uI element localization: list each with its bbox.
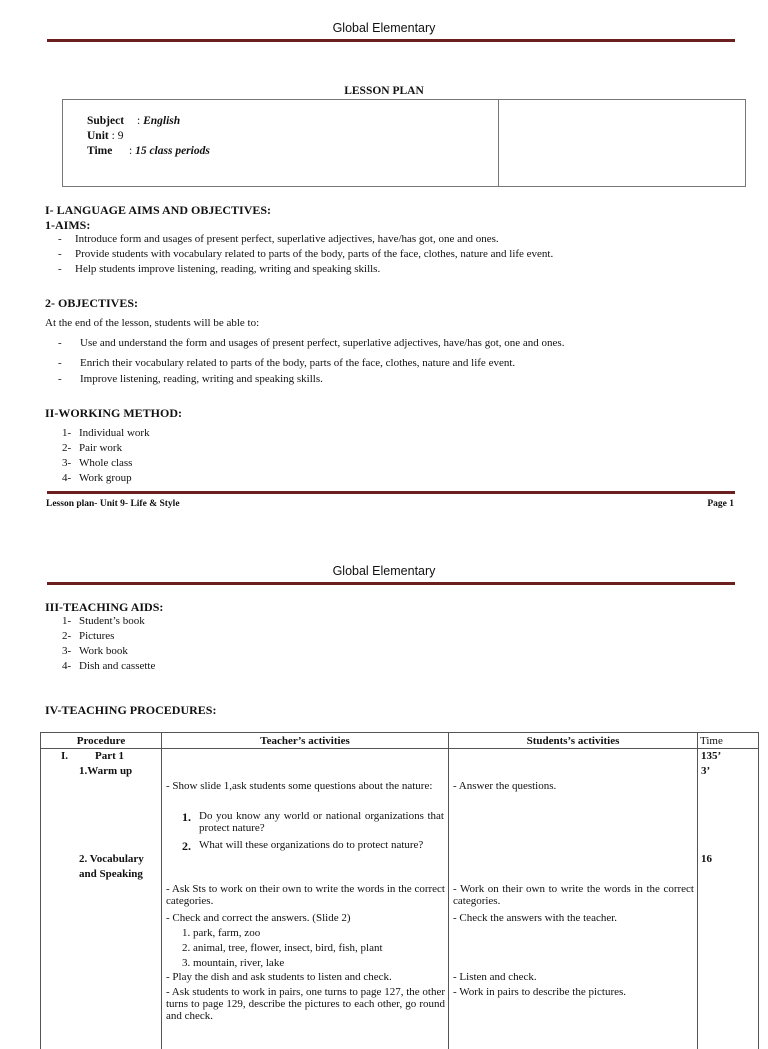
info-box-divider [498, 100, 499, 186]
lesson-plan-title: LESSON PLAN [0, 85, 768, 97]
part-title: Part 1 [95, 750, 124, 762]
aid-item: 2- Pictures [62, 630, 114, 642]
teacher-question-2: What will these organizations do to protect nature? [199, 839, 444, 851]
student-check: - Check the answers with the teacher. [453, 912, 617, 924]
category-item: 2. animal, tree, flower, insect, bird, fish, plant [182, 942, 383, 954]
teaching-procedures-heading: IV-TEACHING PROCEDURES: [45, 703, 216, 718]
teacher-vocab-task: - Ask Sts to work on their own to write the words in the correct categories. [166, 883, 445, 907]
time-warmup: 3’ [701, 765, 710, 777]
student-pairwork: - Work in pairs to describe the pictures. [453, 986, 626, 998]
col-time: Time [698, 733, 759, 749]
aid-item: 3- Work book [62, 645, 128, 657]
info-box [62, 99, 746, 187]
time-cell [698, 749, 759, 1049]
objective-item: - Improve listening, reading, writing and speaking skills. [58, 373, 323, 385]
vocabulary-step-cont: and Speaking [79, 868, 143, 880]
unit-value: 9 [118, 130, 124, 142]
col-procedure: Procedure [41, 733, 162, 749]
unit-label: Unit [87, 130, 109, 142]
footer-left: Lesson plan- Unit 9- Life & Style [46, 499, 180, 509]
teaching-aids-heading: III-TEACHING AIDS: [45, 600, 163, 615]
teacher-check: - Check and correct the answers. (Slide 2) [166, 912, 351, 924]
procedures-table [40, 732, 759, 1049]
vocabulary-step: 2. Vocabulary [79, 853, 144, 865]
time-value: 15 class periods [135, 145, 210, 157]
teacher-warmup: - Show slide 1,ask students some questions about the nature: [166, 780, 445, 792]
subject-label: Subject [87, 115, 137, 127]
method-item: 4- Work group [62, 472, 132, 484]
header-rule [47, 582, 735, 585]
subject-row: Subject : English [87, 115, 180, 127]
header-rule [47, 39, 735, 42]
aims-heading: 1-AIMS: [45, 218, 90, 233]
working-method-heading: II-WORKING METHOD: [45, 406, 182, 421]
part-number: I. [61, 750, 68, 762]
col-students: Students’s activities [449, 733, 698, 749]
method-item: 2- Pair work [62, 442, 122, 454]
warm-up-step: 1.Warm up [79, 765, 132, 777]
method-item: 3- Whole class [62, 457, 132, 469]
aim-item: - Provide students with vocabulary related to parts of the body, parts of the face, clothes, nature and life event. [58, 248, 553, 260]
page-2-header: Global Elementary [0, 564, 768, 578]
teacher-listen: - Play the dish and ask students to listen and check. [166, 971, 392, 983]
category-item: 1. park, farm, zoo [182, 927, 260, 939]
unit-row: Unit : 9 [87, 130, 123, 142]
language-aims-heading: I- LANGUAGE AIMS AND OBJECTIVES: [45, 203, 271, 218]
objective-item: - Enrich their vocabulary related to parts of the body, parts of the face, clothes, nature and life event. [58, 357, 515, 369]
aim-item: - Help students improve listening, reading, writing and speaking skills. [58, 263, 380, 275]
method-item: 1- Individual work [62, 427, 150, 439]
teacher-cell [162, 749, 449, 1049]
objectives-heading: 2- OBJECTIVES: [45, 296, 138, 311]
time-row: Time : 15 class periods [87, 145, 210, 157]
student-listen: - Listen and check. [453, 971, 537, 983]
objectives-intro: At the end of the lesson, students will be able to: [45, 317, 259, 329]
students-cell [449, 749, 698, 1049]
footer-rule [47, 491, 735, 494]
procedure-cell [41, 749, 162, 1049]
aid-item: 4- Dish and cassette [62, 660, 155, 672]
aid-item: 1- Student’s book [62, 615, 145, 627]
page-1-header: Global Elementary [0, 21, 768, 35]
student-vocab: - Work on their own to write the words in the correct categories. [453, 883, 694, 907]
objective-item: - Use and understand the form and usages of present perfect, superlative adjectives, have/has got, one and ones. [58, 337, 564, 349]
question-number: 1. [182, 810, 191, 825]
time-vocab: 16 [701, 853, 712, 865]
teacher-question-1: Do you know any world or national organizations that protect nature? [199, 810, 444, 834]
subject-value: English [143, 115, 180, 127]
table-row [41, 749, 759, 1049]
time-total: 135’ [701, 750, 721, 762]
table-header-row [41, 733, 759, 749]
time-label: Time [87, 145, 129, 157]
question-number: 2. [182, 839, 191, 854]
category-item: 3. mountain, river, lake [182, 957, 284, 969]
footer-page: Page 1 [707, 499, 734, 509]
student-answer: - Answer the questions. [453, 780, 556, 792]
col-teacher: Teacher’s activities [162, 733, 449, 749]
aim-item: - Introduce form and usages of present perfect, superlative adjectives, have/has got, one and ones. [58, 233, 499, 245]
teacher-pairwork: - Ask students to work in pairs, one turns to page 127, the other turns to page 129, describe the pictures to each other, go round and check. [166, 986, 445, 1022]
